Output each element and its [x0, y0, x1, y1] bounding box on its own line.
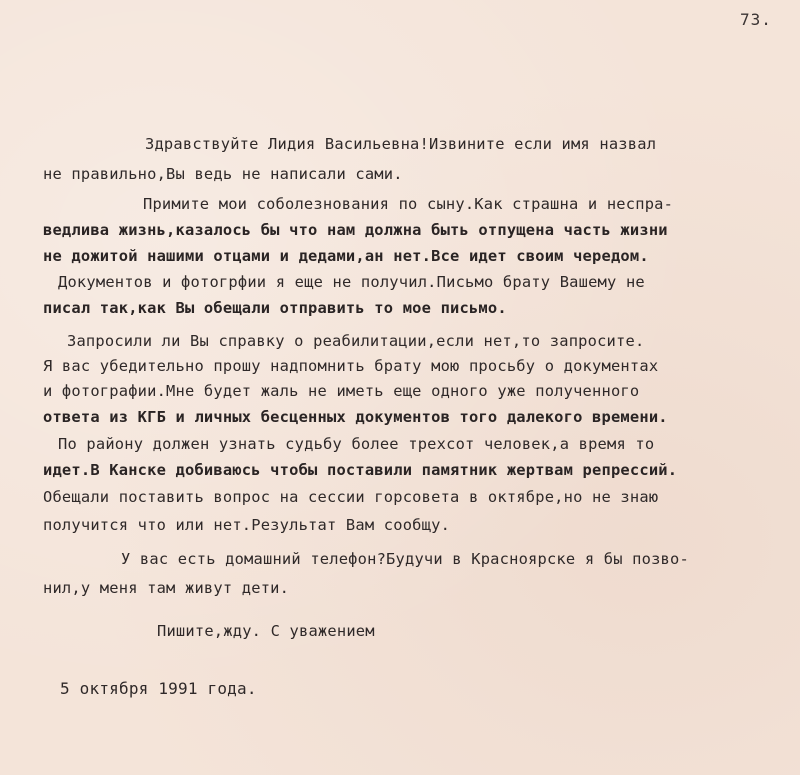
letter-line-8: Запросили ли Вы справку о реабилитации,если нет,то запросите. [67, 332, 645, 350]
letter-line-5: не дожитой нашими отцами и дедами,ан нет.Все идет своим чередом. [43, 247, 649, 265]
letter-line-3: Примите мои соболезнования по сыну.Как страшна и неспра- [143, 195, 674, 213]
letter-line-11: ответа из КГБ и личных бесценных документов того далекого времени. [43, 408, 668, 426]
letter-line-13: идет.В Канске добиваюсь чтобы поставили памятник жертвам репрессий. [43, 461, 678, 479]
letter-closing: Пишите,жду. С уважением [157, 622, 375, 640]
letter-line-14: Обещали поставить вопрос на сессии горсовета в октябре,но не знаю [43, 488, 659, 506]
letter-line-7: писал так,как Вы обещали отправить то мое письмо. [43, 299, 507, 317]
letter-line-16: У вас есть домашний телефон?Будучи в Красноярске я бы позво- [121, 550, 689, 568]
letter-line-2: не правильно,Вы ведь не написали сами. [43, 165, 403, 183]
letter-line-4: ведлива жизнь,казалось бы что нам должна быть отпущена часть жизни [43, 221, 668, 239]
letter-line-1: Здравствуйте Лидия Васильевна!Извините если имя назвал [145, 135, 657, 153]
letter-line-9: Я вас убедительно прошу надпомнить брату мою просьбу о документах [43, 357, 659, 375]
letter-line-17: нил,у меня там живут дети. [43, 579, 290, 597]
letter-line-10: и фотографии.Мне будет жаль не иметь еще одного уже полученного [43, 382, 640, 400]
letter-line-15: получится что или нет.Результат Вам сообщу. [43, 516, 451, 534]
letter-line-6: Документов и фотогрфии я еще не получил.Письмо брату Вашему не [58, 273, 645, 291]
letter-date: 5 октября 1991 года. [60, 679, 257, 698]
letter-line-12: По району должен узнать судьбу более трехсот человек,а время то [58, 435, 655, 453]
page-number: 73. [740, 10, 772, 29]
